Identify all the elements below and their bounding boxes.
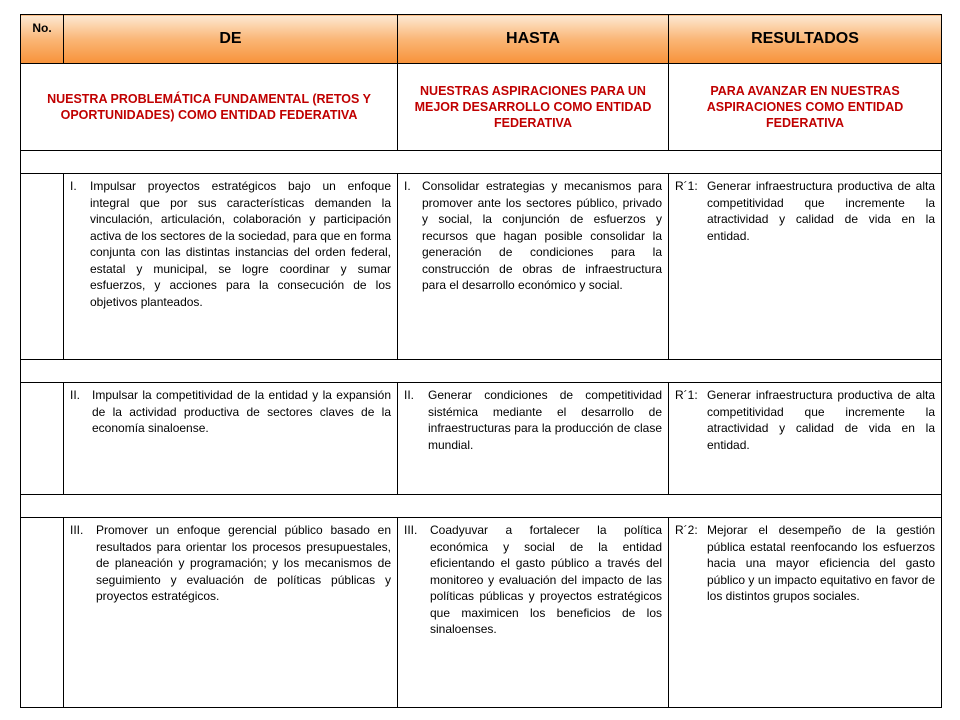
hasta-item (398, 518, 668, 642)
header-resultados: RESULTADOS (669, 15, 942, 64)
resultados-item (669, 174, 941, 248)
de-cell (64, 174, 398, 360)
de-item (64, 383, 397, 441)
resultados-item-text: Generar infraestructura productiva de alta competitividad que incremente la atractividad y calidad de vida en la entidad. (707, 179, 935, 243)
resultados-item (669, 383, 941, 457)
table-row (21, 518, 942, 708)
resultados-cell (669, 174, 942, 360)
subheader-resultados: PARA AVANZAR EN NUESTRAS ASPIRACIONES COMO ENTIDAD FEDERATIVA (669, 64, 942, 151)
de-item-text: Promover un enfoque gerencial público basado en resultados para orientar los procesos presupuestales, de planeación y programación; y los mecanismos de seguimiento y evaluación de políticas públicas y proyectos estratégicos. (96, 523, 391, 603)
hasta-item-text: Consolidar estrategias y mecanismos para promover ante los sectores público, privado y social, la conjunción de esfuerzos y recursos que hagan posible consolidar la generación de condiciones para la construcción de obras de infraestructura para el desarrollo económico y social. (422, 179, 662, 292)
hasta-item-text: Coadyuvar a fortalecer la política económica y social de la entidad eficientando el gasto público a través del monitoreo y evaluación del impacto de las políticas públicas y proyectos estratégicos que maximicen los beneficios de los sinaloenses. (430, 523, 662, 636)
de-item-text: Impulsar la competitividad de la entidad y la expansión de la actividad productiva de sectores claves de la economía sinaloense. (92, 388, 391, 435)
hasta-item-number: I. (404, 179, 411, 193)
spacer-row (21, 151, 942, 174)
de-cell (64, 383, 398, 495)
hasta-item-number: II. (404, 388, 415, 402)
de-cell (64, 518, 398, 708)
header-hasta: HASTA (398, 15, 669, 64)
resultados-item-label: R´1: (675, 179, 698, 193)
results-table (20, 14, 942, 708)
spacer-cell (21, 151, 942, 174)
table-row (21, 174, 942, 360)
hasta-cell (398, 383, 669, 495)
subheader-hasta: NUESTRAS ASPIRACIONES PARA UN MEJOR DESARROLLO COMO ENTIDAD FEDERATIVA (398, 64, 669, 151)
resultados-item (669, 518, 941, 609)
resultados-item-text: Generar infraestructura productiva de alta competitividad que incremente la atractividad y calidad de vida en la entidad. (707, 388, 935, 452)
document-page (20, 14, 942, 708)
hasta-item (398, 383, 668, 457)
de-item-number: II. (70, 388, 81, 402)
resultados-item-label: R´2: (675, 523, 698, 537)
table-row (21, 383, 942, 495)
resultados-item-label: R´1: (675, 388, 698, 402)
spacer-row (21, 360, 942, 383)
spacer-cell (21, 360, 942, 383)
de-item-text: Impulsar proyectos estratégicos bajo un enfoque integral que por sus características demanden la vinculación, articulación, colaboración y participación activa de los sectores de la sociedad, para que en forma conjunta con las distintas instancias del orden federal, estatal y municipal, se logre coordinar y sumar esfuerzos, y acciones para la consecución de los objetivos planteados. (90, 179, 391, 309)
subheader-row (21, 64, 942, 151)
spacer-row (21, 495, 942, 518)
hasta-item-text: Generar condiciones de competitividad sistémica mediante el desarrollo de infraestructuras para la producción de clase mundial. (428, 388, 662, 452)
resultados-item-text: Mejorar el desempeño de la gestión pública estatal reenfocando los esfuerzos hacia una mayor eficiencia del gasto público y un impacto equitativo en favor de los distintos grupos sociales. (707, 523, 935, 603)
resultados-cell (669, 383, 942, 495)
header-de: DE (64, 15, 398, 64)
row-number-cell (21, 518, 64, 708)
row-number-cell (21, 174, 64, 360)
hasta-cell (398, 518, 669, 708)
hasta-cell (398, 174, 669, 360)
hasta-item (398, 174, 668, 298)
spacer-cell (21, 495, 942, 518)
header-row (21, 15, 942, 64)
de-item-number: I. (70, 179, 77, 193)
header-no: No. (21, 15, 64, 64)
resultados-cell (669, 518, 942, 708)
de-item (64, 518, 397, 609)
de-item-number: III. (70, 523, 84, 537)
row-number-cell (21, 383, 64, 495)
hasta-item-number: III. (404, 523, 418, 537)
subheader-de: NUESTRA PROBLEMÁTICA FUNDAMENTAL (RETOS Y OPORTUNIDADES) COMO ENTIDAD FEDERATIVA (21, 64, 398, 151)
de-item (64, 174, 397, 314)
